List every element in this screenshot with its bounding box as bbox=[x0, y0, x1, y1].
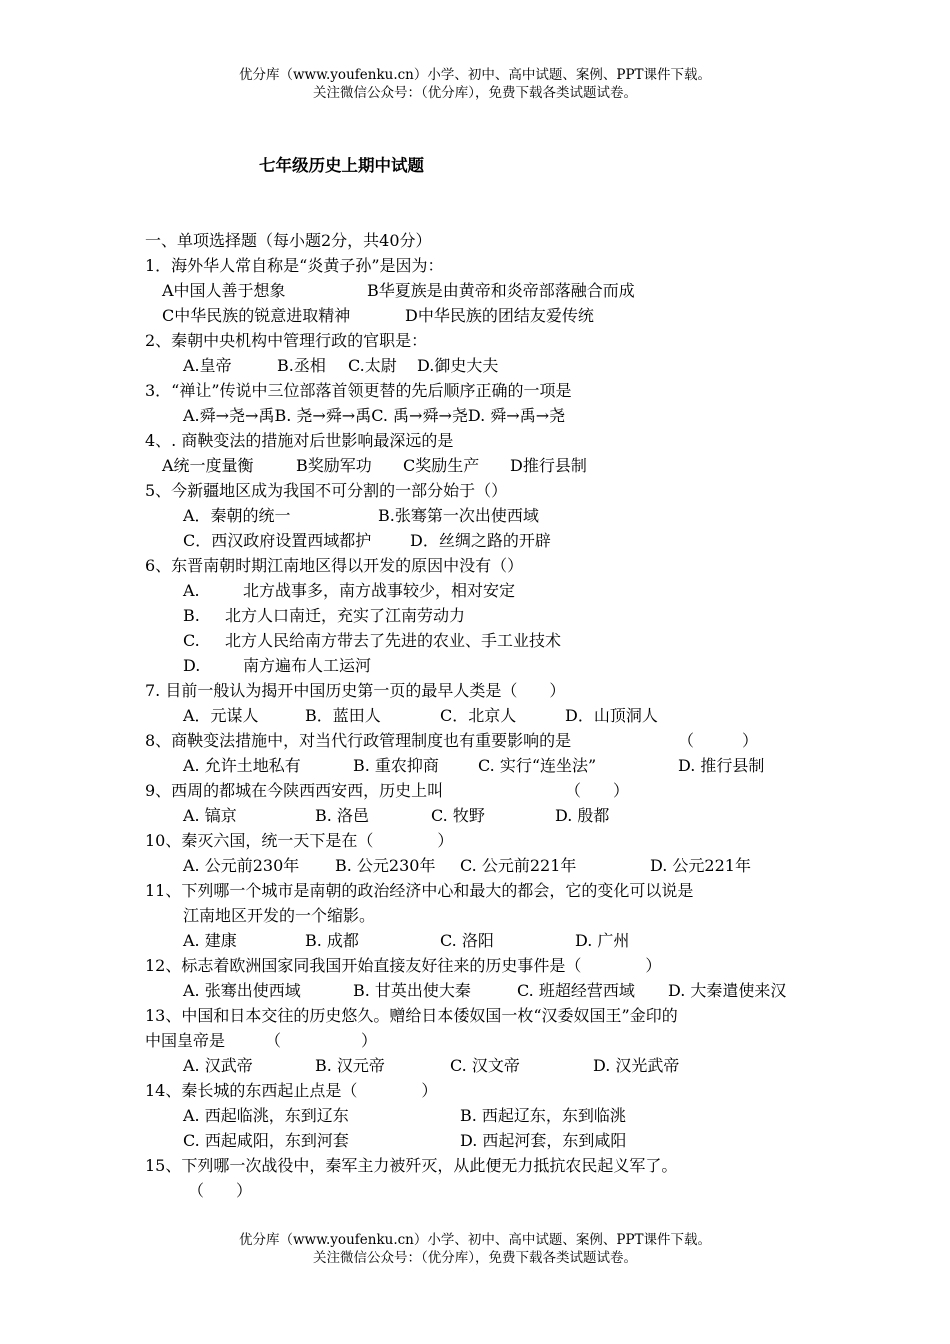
q5-option-b: B.张骞第一次出使西域 bbox=[378, 506, 539, 525]
q2-stem: 2、秦朝中央机构中管理行政的官职是： bbox=[145, 331, 428, 350]
q11-option-a: A. 建康 bbox=[183, 931, 237, 950]
q3-stem: 3．“禅让”传说中三位部落首领更替的先后顺序正确的一项是 bbox=[145, 381, 572, 400]
q8-option-d: D. 推行县制 bbox=[678, 756, 765, 775]
q2-option-b: B.丞相 bbox=[277, 356, 326, 375]
q10-option-d: D. 公元221年 bbox=[650, 856, 751, 875]
q12-stem: 12、标志着欧洲国家同我国开始直接友好往来的历史事件是（ ） bbox=[145, 956, 662, 975]
q9-answer-paren: （ ） bbox=[565, 781, 630, 800]
q11-option-d: D. 广州 bbox=[575, 931, 630, 950]
q14-option-c: C. 西起咸阳，东到河套 bbox=[183, 1131, 349, 1150]
q11-option-c: C. 洛阳 bbox=[440, 931, 494, 950]
q9-option-c: C. 牧野 bbox=[431, 806, 485, 825]
q2-option-a: A.皇帝 bbox=[183, 356, 232, 375]
q7-option-d: D．山顶洞人 bbox=[565, 706, 658, 725]
q8-option-b: B. 重农抑商 bbox=[353, 756, 439, 775]
q3-options: A.舜→尧→禹B. 尧→舜→禹C. 禹→舜→尧D. 舜→禹→尧 bbox=[183, 406, 566, 425]
q8-option-c: C. 实行“连坐法” bbox=[478, 756, 597, 775]
q13-option-c: C. 汉文帝 bbox=[450, 1056, 520, 1075]
q10-option-a: A. 公元前230年 bbox=[183, 856, 300, 875]
q6-option-a: 北方战事多，南方战事较少，相对安定 bbox=[243, 581, 516, 600]
page-footer-line-1: 优分库（www.youfenku.cn）小学、初中、高中试题、案例、PPT课件下载。 bbox=[238, 1232, 712, 1248]
q6-option-c-label: C. bbox=[183, 631, 200, 650]
q1-option-b: B华夏族是由黄帝和炎帝部落融合而成 bbox=[367, 281, 635, 300]
q4-option-d: D推行县制 bbox=[510, 456, 587, 475]
q14-stem: 14、秦长城的东西起止点是（ ） bbox=[145, 1081, 438, 1100]
q5-option-c: C．西汉政府设置西域都护 bbox=[183, 531, 372, 550]
q8-option-a: A. 允许土地私有 bbox=[183, 756, 301, 775]
q11-stem-continued: 江南地区开发的一个缩影。 bbox=[183, 906, 376, 925]
q4-option-c: C奖励生产 bbox=[403, 456, 480, 475]
q5-stem: 5、今新疆地区成为我国不可分割的一部分始于（） bbox=[145, 481, 508, 500]
q7-option-a: A．元谋人 bbox=[183, 706, 259, 725]
q14-option-a: A. 西起临洮，东到辽东 bbox=[183, 1106, 349, 1125]
page-footer-line-2: 关注微信公众号：（优分库），免费下载各类试题试卷。 bbox=[313, 1250, 637, 1266]
section-heading: 一、单项选择题（每小题2分，共40分） bbox=[145, 231, 432, 250]
q1-option-a: A中国人善于想象 bbox=[162, 281, 286, 300]
q13-stem-continued: 中国皇帝是 （ ） bbox=[145, 1031, 378, 1050]
page-header-line-1: 优分库（www.youfenku.cn）小学、初中、高中试题、案例、PPT课件下载。 bbox=[238, 67, 712, 83]
page-header-line-2: 关注微信公众号：（优分库），免费下载各类试题试卷。 bbox=[313, 85, 637, 101]
q4-stem: 4、. 商鞅变法的措施对后世影响最深远的是 bbox=[145, 431, 454, 450]
q8-answer-paren: （ ） bbox=[678, 731, 759, 750]
q6-option-b: 北方人口南迁，充实了江南劳动力 bbox=[225, 606, 466, 625]
q1-option-c: C中华民族的锐意进取精神 bbox=[162, 306, 351, 325]
q14-option-d: D. 西起河套，东到咸阳 bbox=[460, 1131, 627, 1150]
q2-option-c: C.太尉 bbox=[348, 356, 397, 375]
q13-option-d: D. 汉光武帝 bbox=[593, 1056, 680, 1075]
q9-option-a: A. 镐京 bbox=[183, 806, 237, 825]
q4-option-b: B奖励军功 bbox=[296, 456, 372, 475]
q2-option-d: D.御史大夫 bbox=[417, 356, 499, 375]
q10-option-c: C. 公元前221年 bbox=[460, 856, 577, 875]
q12-option-a: A. 张骞出使西域 bbox=[183, 981, 301, 1000]
q6-option-a-label: A. bbox=[183, 581, 200, 600]
q13-option-a: A. 汉武帝 bbox=[183, 1056, 253, 1075]
q6-option-d: 南方遍布人工运河 bbox=[243, 656, 372, 675]
q9-option-b: B. 洛邑 bbox=[315, 806, 369, 825]
q1-stem: 1．海外华人常自称是“炎黄子孙”是因为： bbox=[145, 256, 444, 275]
q9-option-d: D. 殷都 bbox=[555, 806, 610, 825]
q11-stem: 11、下列哪一个城市是南朝的政治经济中心和最大的都会，它的变化可以说是 bbox=[145, 881, 694, 900]
q6-stem: 6、东晋南朝时期江南地区得以开发的原因中没有（） bbox=[145, 556, 524, 575]
q4-option-a: A统一度量衡 bbox=[162, 456, 254, 475]
q11-option-b: B. 成都 bbox=[305, 931, 359, 950]
q14-option-b: B. 西起辽东，东到临洮 bbox=[460, 1106, 626, 1125]
q12-option-b: B. 甘英出使大秦 bbox=[353, 981, 471, 1000]
q6-option-c: 北方人民给南方带去了先进的农业、手工业技术 bbox=[225, 631, 562, 650]
q7-option-c: C．北京人 bbox=[440, 706, 517, 725]
q5-option-d: D．丝绸之路的开辟 bbox=[410, 531, 551, 550]
q6-option-b-label: B. bbox=[183, 606, 200, 625]
q15-stem: 15、下列哪一次战役中，秦军主力被歼灭，从此便无力抵抗农民起义军了。 bbox=[145, 1156, 678, 1175]
q13-stem: 13、中国和日本交往的历史悠久。赠给日本倭奴国一枚“汉委奴国王”金印的 bbox=[145, 1006, 678, 1025]
q12-option-d: D. 大秦遣使来汉 bbox=[668, 981, 787, 1000]
q7-stem: 7. 目前一般认为揭开中国历史第一页的最早人类是（ ） bbox=[145, 681, 566, 700]
q8-stem: 8、商鞅变法措施中，对当代行政管理制度也有重要影响的是 bbox=[145, 731, 572, 750]
q7-option-b: B．蓝田人 bbox=[305, 706, 381, 725]
q10-stem: 10、秦灭六国，统一天下是在（ ） bbox=[145, 831, 454, 850]
q6-option-d-label: D. bbox=[183, 656, 201, 675]
q13-option-b: B. 汉元帝 bbox=[315, 1056, 385, 1075]
q10-option-b: B. 公元230年 bbox=[335, 856, 436, 875]
q12-option-c: C. 班超经营西域 bbox=[517, 981, 635, 1000]
q9-stem: 9、西周的都城在今陕西西安西，历史上叫 bbox=[145, 781, 444, 800]
exam-title: 七年级历史上期中试题 bbox=[259, 156, 424, 175]
q1-option-d: D中华民族的团结友爱传统 bbox=[405, 306, 594, 325]
q5-option-a: A．秦朝的统一 bbox=[183, 506, 291, 525]
q15-answer-paren: （ ） bbox=[188, 1181, 253, 1200]
